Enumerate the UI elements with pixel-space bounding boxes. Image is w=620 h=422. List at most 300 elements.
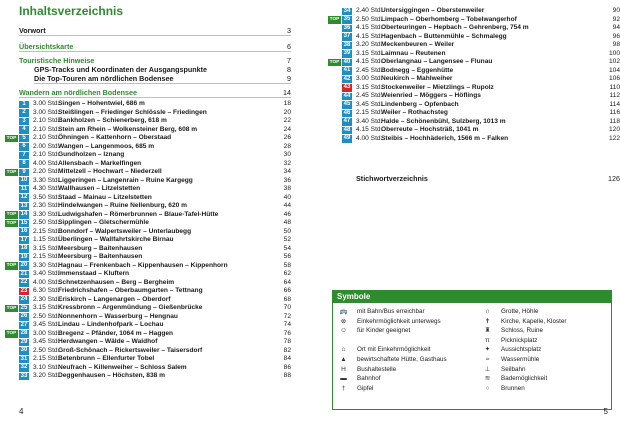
route-number-badge: 18 (20, 245, 28, 251)
route-page: 110 (609, 83, 620, 91)
route-entry[interactable] (342, 50, 620, 59)
route-number-badge: 33 (20, 372, 28, 379)
route-name: Untersiggingen – Oberstenweiler (381, 7, 485, 14)
inn-icon: ⌂ (341, 346, 346, 354)
symbol-label: Bademöglichkeit (501, 375, 548, 383)
route-entry[interactable] (19, 364, 291, 373)
route-duration: 3.15 Std. (33, 304, 60, 311)
route-entry[interactable] (342, 75, 620, 84)
route-duration: 2.45 Std. (356, 66, 383, 74)
route-number-badge: 28 (20, 330, 28, 336)
route-duration: 4.15 Std. (356, 126, 383, 133)
route-duration: 3.00 Std. (356, 75, 383, 82)
toc-gps[interactable]: GPS-Tracks und Koordinaten der Ausgangspunkte 8 (34, 65, 291, 74)
route-entry[interactable] (342, 92, 620, 101)
route-number-badge: 3 (19, 118, 29, 126)
route-page: 98 (612, 41, 620, 48)
route-page: 72 (283, 312, 291, 320)
route-page: 122 (608, 134, 620, 142)
route-duration: 3.45 Std. (33, 338, 60, 345)
route-name: Steibis – Hochhäderich, 1566 m – Falken (381, 134, 509, 142)
route-entry[interactable] (342, 67, 620, 76)
route-entry[interactable] (342, 126, 620, 135)
symbol-label: Seilbahn (501, 365, 526, 373)
route-name: Wallhausen – Litzelstetten (58, 185, 141, 192)
route-entry[interactable] (19, 236, 291, 245)
route-entry[interactable] (19, 126, 291, 135)
route-name: Allensbach – Markelfingen (58, 159, 142, 167)
route-page: 116 (609, 109, 620, 116)
route-page: 32 (283, 159, 291, 167)
route-entry[interactable] (6, 261, 291, 271)
route-entry[interactable] (19, 100, 291, 109)
route-name: Friedrichshafen – Oberbaumgarten – Tettnang (58, 287, 203, 294)
route-page: 44 (283, 202, 291, 209)
route-number-badge: 5 (19, 135, 29, 143)
route-name: Überlingen – Wallfahrtskirche Birnau (58, 236, 174, 243)
route-entry[interactable] (19, 151, 291, 160)
route-page: 112 (609, 92, 620, 99)
route-duration: 4.00 Std. (33, 278, 60, 286)
route-page: 20 (283, 108, 291, 116)
route-name: Herdwangen – Wälde – Waldhof (58, 338, 158, 345)
route-entry[interactable] (19, 287, 291, 296)
left-page (0, 0, 308, 422)
symbol-label: Brunnen (501, 384, 525, 392)
route-number-badge: 6 (19, 143, 29, 151)
route-name: Wangen – Langenmoos, 685 m (58, 142, 155, 150)
route-list (329, 7, 620, 143)
route-duration: 3.10 Std. (33, 363, 60, 371)
route-entry[interactable] (342, 118, 620, 127)
route-duration: 3.15 Std. (33, 244, 60, 252)
route-number-badge: 38 (343, 41, 351, 48)
route-number-badge: 13 (20, 202, 28, 209)
route-entry[interactable] (6, 134, 291, 143)
route-number-badge: 12 (20, 194, 28, 200)
symbol-label: Kirche, Kapelle, Kloster (501, 317, 567, 325)
route-entry[interactable] (19, 296, 291, 305)
route-number-badge: 39 (343, 50, 351, 56)
route-duration: 4.30 Std. (33, 185, 60, 192)
route-duration: 3.15 Std. (356, 83, 383, 91)
route-duration: 2.50 Std. (33, 219, 60, 226)
route-page: 18 (283, 100, 291, 107)
route-entry[interactable] (6, 168, 291, 177)
route-number-badge: 37 (343, 33, 351, 39)
route-entry[interactable] (19, 338, 291, 347)
route-page: 92 (612, 15, 620, 23)
route-name: Meersburg – Baitenhausen (58, 253, 143, 260)
route-page: 24 (283, 125, 291, 133)
route-number-badge: 19 (20, 253, 28, 260)
route-number-badge: 44 (343, 92, 351, 99)
route-number-badge: 45 (343, 101, 351, 107)
viewpoint-icon: ✦ (484, 346, 491, 354)
stop-icon: ⊗ (340, 317, 347, 325)
route-page: 36 (283, 176, 291, 184)
route-name: Nonnenhorn – Wasserburg – Hengnau (58, 312, 178, 320)
route-page: 120 (608, 126, 620, 133)
route-duration: 3.40 Std. (33, 270, 60, 277)
route-name: Lindau – Lindenhofpark – Lochau (58, 321, 164, 328)
route-duration: 3.20 Std. (356, 41, 383, 48)
route-page: 64 (283, 278, 291, 286)
route-name: Gundholzen – Iznang (58, 151, 125, 158)
hut-icon: ▲ (340, 355, 347, 363)
route-number-badge: 14 (20, 211, 28, 217)
route-name: Hagenbach – Buttenmühle – Schmalegg (381, 32, 507, 40)
route-number-badge: 46 (343, 109, 351, 116)
route-entry[interactable] (19, 279, 291, 288)
symbol-label: Bahnhof (357, 375, 381, 383)
route-page: 48 (283, 219, 291, 226)
route-number-badge: 22 (20, 279, 28, 285)
symbol-label: Schloss, Ruine (501, 327, 543, 335)
route-duration: 2.50 Std. (33, 312, 60, 320)
route-number-badge: 47 (343, 118, 351, 124)
route-number-badge: 7 (19, 152, 29, 160)
route-page: 56 (283, 253, 291, 260)
route-entry[interactable] (19, 185, 291, 194)
route-page: 102 (608, 58, 620, 65)
route-name: Hagnau – Frenkenbach – Kippenhausen – Kippenhorn (58, 261, 228, 269)
route-duration: 2.10 Std. (33, 117, 60, 124)
bathing-icon: ≋ (484, 375, 491, 383)
route-page: 28 (283, 142, 291, 150)
route-duration: 2.30 Std. (33, 202, 60, 209)
route-number-badge: 48 (343, 126, 351, 133)
route-name: Schnetzenhausen – Berg – Bergheim (58, 278, 175, 286)
route-page: 84 (283, 355, 291, 362)
route-page: 96 (612, 32, 620, 40)
route-entry[interactable] (6, 210, 291, 220)
top-tour-badge: TOP (6, 135, 17, 141)
church-icon: ✝ (484, 317, 491, 325)
route-entry[interactable] (19, 160, 291, 169)
route-name: Betenbrunn – Ellenfurter Tobel (58, 355, 155, 362)
castle-icon: ♜ (484, 327, 491, 335)
route-number-badge: 21 (20, 270, 28, 277)
route-duration: 3.15 Std. (356, 49, 383, 57)
route-page: 62 (283, 270, 291, 277)
route-duration: 2.00 Std. (33, 142, 60, 150)
route-number-badge: 10 (20, 177, 28, 183)
route-name: Kressbronn – Argenmündung – Gießenbrücke (58, 304, 203, 311)
route-duration: 2.50 Std. (33, 346, 60, 354)
route-name: Deggenhausen – Höchsten, 838 m (58, 372, 165, 379)
route-page: 70 (283, 304, 291, 311)
route-duration: 4.00 Std. (356, 134, 383, 142)
route-duration: 3.00 Std. (33, 108, 60, 116)
page-number: 5 (603, 407, 608, 416)
route-page: 68 (283, 295, 291, 303)
route-duration: 2.45 Std. (356, 92, 383, 99)
route-duration: 2.10 Std. (33, 125, 60, 133)
toc-uebersichtskarte[interactable]: Übersichtskarte 6 (19, 42, 291, 51)
route-page: 78 (283, 338, 291, 345)
route-name: Lindenberg – Opfenbach (381, 100, 459, 108)
train-icon: ▬ (340, 375, 347, 383)
route-duration: 3.45 Std. (33, 321, 60, 328)
route-page: 94 (612, 24, 620, 31)
route-duration: 4.15 Std. (356, 58, 383, 65)
route-duration: 4.00 Std. (33, 159, 60, 167)
top-tour-badge: TOP (6, 169, 17, 175)
route-name: Hindelwangen – Ruine Nellenburg, 620 m (58, 202, 187, 209)
route-page: 38 (283, 185, 291, 192)
route-entry[interactable] (6, 304, 291, 313)
route-entry[interactable] (342, 24, 620, 33)
page-title: Inhaltsverzeichnis (19, 4, 124, 18)
route-name: Stockenweiler – Mietzlings – Rupolz (381, 83, 494, 91)
route-duration: 3.40 Std. (356, 117, 383, 125)
route-duration: 2.10 Std. (33, 151, 60, 158)
route-page: 30 (283, 151, 291, 158)
toc-wandern[interactable]: Wandern am nördlichen Bodensee 14 (19, 88, 291, 97)
route-entry[interactable] (19, 228, 291, 237)
bus-icon: 🚌 (339, 308, 348, 315)
route-entry[interactable] (6, 219, 291, 228)
route-entry[interactable] (19, 372, 291, 381)
route-entry[interactable] (19, 253, 291, 262)
route-entry[interactable] (19, 270, 291, 279)
route-page: 66 (283, 287, 291, 294)
route-name: Öhningen – Kattenhorn – Oberstaad (58, 134, 172, 141)
route-duration: 2.15 Std. (356, 109, 383, 116)
route-duration: 6.30 Std. (33, 287, 60, 294)
route-number-badge: 32 (20, 364, 28, 370)
route-entry[interactable] (342, 135, 620, 144)
route-page: 104 (608, 66, 620, 74)
route-number-badge: 17 (20, 236, 28, 243)
route-entry[interactable] (19, 245, 291, 254)
route-entry[interactable] (6, 329, 291, 339)
route-duration: 2.10 Std. (33, 134, 60, 141)
cable-icon: ⊥ (484, 365, 491, 373)
route-page: 40 (283, 193, 291, 201)
picnic-icon: π (485, 336, 490, 344)
top-tour-badge: TOP (6, 263, 17, 268)
route-duration: 3.00 Std. (33, 329, 60, 337)
route-name: Oberlangnau – Langensee – Flunau (381, 58, 493, 65)
route-name: Singen – Hohentwiel, 686 m (58, 100, 145, 107)
route-number-badge: 9 (19, 169, 29, 177)
route-name: Meckenbeuren – Weiler (381, 41, 455, 48)
route-number-badge: 34 (343, 7, 351, 14)
route-page: 22 (283, 117, 291, 124)
route-duration: 3.00 Std. (33, 100, 60, 107)
route-number-badge: 16 (20, 228, 28, 234)
route-page: 86 (283, 363, 291, 371)
symbol-label: Grotte, Höhle (501, 308, 539, 315)
route-number-badge: 29 (20, 338, 28, 345)
route-page: 76 (283, 329, 291, 337)
route-entry[interactable] (19, 194, 291, 203)
route-duration: 2.30 Std. (33, 295, 60, 303)
route-entry[interactable] (19, 177, 291, 186)
top-tour-badge: TOP (329, 59, 340, 65)
top-tour-badge: TOP (6, 331, 17, 336)
fountain-icon: ○ (485, 384, 490, 392)
route-entry[interactable] (342, 84, 620, 93)
route-page: 54 (283, 244, 291, 252)
route-name: Bregenz – Pfänder, 1064 m – Haggen (58, 329, 174, 337)
route-page: 58 (283, 261, 291, 269)
route-entry[interactable] (19, 202, 291, 211)
route-duration: 2.15 Std. (33, 355, 60, 362)
cave-icon: ∩ (485, 308, 490, 315)
route-number-badge: 41 (343, 67, 351, 73)
page-number: 4 (19, 407, 24, 416)
right-page (312, 0, 620, 422)
route-duration: 3.20 Std. (33, 372, 60, 379)
route-duration: 4.15 Std. (356, 24, 383, 31)
route-page: 118 (609, 117, 620, 125)
route-page: 74 (283, 321, 291, 328)
route-name: Staad – Mainau – Litzelstetten (58, 193, 152, 201)
route-name: Steißlingen – Friedinger Schlössle – Friedingen (58, 108, 207, 116)
route-page: 52 (283, 236, 291, 243)
top-tour-badge: TOP (329, 17, 340, 22)
route-number-badge: 11 (20, 185, 28, 192)
route-page: 34 (283, 168, 291, 175)
symbol-label: Wassermühle (501, 355, 540, 363)
route-entry[interactable] (342, 7, 620, 16)
route-name: Neukirch – Mahlweiher (381, 75, 453, 82)
route-name: Stein am Rhein – Wolkensteiner Berg, 608 m (58, 125, 198, 133)
symbol-label: Picknickplatz (501, 336, 538, 344)
busstop-icon: H (341, 365, 346, 373)
route-name: Ludwigshafen – Römerbrunnen – Blaue-Tafel-Hütte (58, 210, 219, 218)
route-entry[interactable] (19, 143, 291, 152)
symbols-legend (332, 290, 612, 410)
route-entry[interactable] (342, 101, 620, 110)
route-duration: 4.15 Std. (356, 32, 383, 40)
symbol-label: bewirtschaftete Hütte, Gasthaus (357, 355, 447, 363)
route-name: Liggeringen – Langenrain – Ruine Kargegg (58, 176, 193, 184)
route-name: Sipplingen – Gletschermühle (58, 219, 149, 226)
route-entry[interactable] (342, 41, 620, 50)
route-number-badge: 42 (343, 75, 351, 82)
route-duration: 3.50 Std. (33, 193, 60, 201)
route-name: Limpach – Oberhomberg – Tobelwangerhof (381, 15, 517, 23)
symbol-label: Einkehrmöglichkeit unterwegs (357, 317, 441, 325)
symbol-label: Bushaltestelle (357, 365, 397, 373)
route-name: Bankholzen – Schienerberg, 618 m (58, 117, 167, 124)
route-entry[interactable] (19, 321, 291, 330)
top-tour-badge: TOP (6, 220, 17, 226)
route-name: Oberteuringen – Hepbach – Gehrenberg, 754 m (381, 24, 529, 31)
route-number-badge: 36 (343, 24, 351, 31)
route-number-badge: 25 (20, 304, 28, 311)
route-number-badge: 35 (343, 16, 351, 22)
toc-touristische[interactable]: Touristische Hinweise 7 (19, 56, 291, 65)
route-entry[interactable] (19, 355, 291, 364)
route-number-badge: 26 (20, 313, 28, 319)
route-entry[interactable] (342, 109, 620, 118)
route-name: Weienried – Möggers – Höflings (381, 92, 481, 99)
peak-icon: † (341, 384, 346, 392)
route-name: Eriskirch – Langenargen – Oberdorf (58, 295, 171, 303)
route-list (6, 100, 291, 381)
symbol-label: Aussichtsplatz (501, 346, 542, 354)
route-entry[interactable] (329, 58, 620, 67)
route-page: 100 (608, 49, 620, 57)
symbol-label: mit Bahn/Bus erreichbar (357, 308, 425, 315)
route-entry[interactable] (19, 109, 291, 118)
route-page: 88 (283, 372, 291, 379)
route-number-badge: 8 (19, 160, 29, 168)
route-duration: 1.15 Std. (33, 236, 60, 243)
route-duration: 3.30 Std. (33, 261, 60, 269)
route-number-badge: 43 (343, 84, 351, 90)
route-duration: 3.30 Std. (33, 210, 60, 218)
route-number-badge: 20 (20, 262, 28, 268)
route-number-badge: 40 (343, 58, 351, 65)
route-page: 106 (608, 75, 620, 82)
route-entry[interactable] (19, 313, 291, 322)
route-name: Meersburg – Baitenhausen (58, 244, 143, 252)
top-tour-badge: TOP (6, 212, 17, 217)
route-name: Immenstaad – Kluftern (58, 270, 130, 277)
route-name: Halde – Schönenbühl, Sulzberg, 1013 m (381, 117, 506, 125)
route-duration: 2.20 Std. (33, 168, 60, 175)
route-number-badge: 27 (20, 321, 28, 328)
route-duration: 3.45 Std. (356, 100, 383, 108)
route-number-badge: 30 (20, 347, 28, 353)
route-duration: 3.30 Std. (33, 176, 60, 184)
route-name: Oberreute – Hochsträß, 1041 m (381, 126, 479, 133)
route-page: 26 (283, 134, 291, 141)
route-duration: 2.15 Std. (33, 253, 60, 260)
route-name: Bodnegg – Eggenhütte (381, 66, 454, 74)
route-duration: 2.50 Std. (356, 15, 383, 23)
route-number-badge: 31 (20, 355, 28, 362)
route-entry[interactable] (19, 347, 291, 356)
toc-vorwort[interactable]: Vorwort 3 (19, 26, 291, 35)
route-number-badge: 15 (20, 219, 28, 226)
symbol-label: Ort mit Einkehrmöglichkeit (357, 346, 431, 354)
route-entry[interactable] (342, 33, 620, 42)
symbol-label: für Kinder geeignet (357, 327, 411, 335)
route-name: Mittelzell – Hochwart – Niederzell (58, 168, 162, 175)
symbol-label: Gipfel (357, 384, 374, 392)
route-page: 90 (612, 7, 620, 14)
toc-stichwort[interactable]: Stichwortverzeichnis 126 (356, 174, 620, 183)
toc-toptouren[interactable]: Die Top-Touren am nördlichen Bodensee 9 (34, 74, 291, 83)
route-number-badge: 49 (343, 135, 351, 141)
route-page: 82 (283, 346, 291, 354)
symbols-title: Symbole (333, 291, 611, 303)
route-name: Groß-Schönach – Rickertsweiler – Taisersdorf (58, 346, 203, 354)
route-name: Laimnau – Reutenen (381, 49, 446, 57)
route-entry[interactable] (329, 15, 620, 25)
route-number-badge: 23 (20, 287, 28, 294)
route-entry[interactable] (19, 117, 291, 126)
route-name: Bonndorf – Walpertsweiler – Unterlaubegg (58, 227, 192, 235)
route-number-badge: 4 (19, 126, 29, 134)
route-duration: 2.15 Std. (33, 227, 60, 235)
route-page: 50 (283, 227, 291, 235)
route-page: 114 (609, 100, 620, 108)
route-number-badge: 2 (19, 109, 29, 117)
route-number-badge: 1 (19, 101, 29, 109)
waterfall-icon: ≈ (485, 355, 490, 363)
route-number-badge: 24 (20, 296, 28, 302)
route-page: 46 (283, 210, 291, 218)
route-name: Weiler – Rothachsteg (381, 109, 448, 116)
